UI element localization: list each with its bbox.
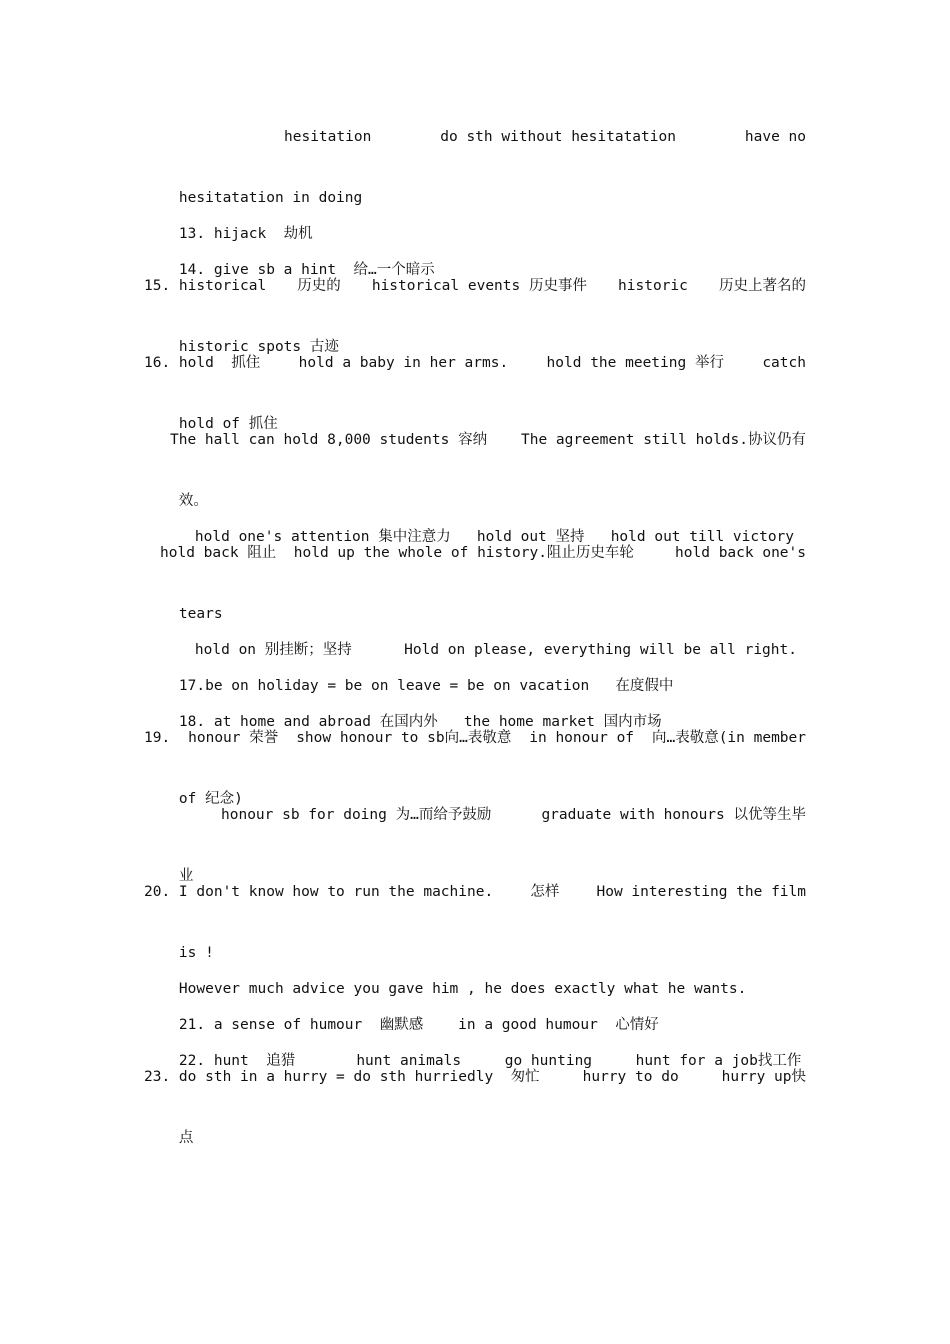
text-line bbox=[144, 1108, 806, 1168]
text-line bbox=[144, 1067, 806, 1087]
text-segment: However much advice you gave him , he does exactly what he wants. bbox=[178, 981, 747, 997]
text-segment: 怎样 bbox=[530, 884, 560, 900]
text-segment: The hall can hold 8,000 students 容纳 bbox=[170, 432, 488, 448]
text-segment: catch bbox=[762, 355, 806, 371]
text-segment: hurry up快 bbox=[721, 1069, 806, 1085]
text-segment: 17.be on holiday = be on leave = be on vacation 在度假中 bbox=[178, 678, 674, 694]
text-line bbox=[160, 543, 806, 563]
text-segment: hurry to do bbox=[582, 1069, 679, 1085]
text-line bbox=[221, 805, 806, 825]
text-line bbox=[144, 353, 806, 373]
text-segment: do sth without hesitatation bbox=[440, 129, 676, 145]
text-segment: in honour of bbox=[529, 730, 635, 746]
text-segment: hold back 阻止 hold up the whole of history.阻止历史车轮 bbox=[160, 545, 634, 561]
text-segment: show honour to sb向…表敬意 bbox=[296, 730, 512, 746]
text-segment: honour sb for doing 为…而给予鼓励 bbox=[221, 807, 492, 823]
text-segment: honour 荣誉 bbox=[188, 730, 279, 746]
text-segment: graduate with honours 以优等生毕 bbox=[541, 807, 806, 823]
text-segment: 效。 bbox=[178, 493, 208, 509]
text-segment: hold back one's bbox=[675, 545, 806, 561]
text-segment: 22. hunt 追猎 hunt animals go hunting hunt for a job找工作 bbox=[178, 1053, 802, 1069]
text-segment: 14. give sb a hint 给…一个暗示 bbox=[178, 262, 435, 278]
text-segment: have no bbox=[744, 129, 806, 145]
text-segment: 19. bbox=[144, 730, 171, 746]
text-segment: 15. historical bbox=[144, 278, 267, 294]
text-line bbox=[284, 127, 806, 147]
text-segment: is ! bbox=[178, 945, 214, 961]
text-line bbox=[144, 728, 806, 748]
text-segment: 16. hold 抓住 bbox=[144, 355, 261, 371]
text-segment: hesitatation in doing bbox=[178, 190, 363, 206]
text-segment: 点 bbox=[178, 1130, 194, 1146]
text-segment: hold a baby in her arms. bbox=[298, 355, 509, 371]
text-segment: hold one's attention 集中注意力 hold out 坚持 hold out till victory bbox=[194, 529, 795, 545]
text-segment: 历史上著名的 bbox=[718, 278, 806, 294]
text-segment: hold of 抓住 bbox=[178, 416, 278, 432]
text-segment: historical events 历史事件 bbox=[371, 278, 587, 294]
text-segment: The agreement still holds.协议仍有 bbox=[521, 432, 806, 448]
text-segment: historic spots 古迹 bbox=[178, 339, 339, 355]
text-segment: 21. a sense of humour 幽默感 in a good humour 心情好 bbox=[178, 1017, 659, 1033]
text-line bbox=[144, 276, 806, 296]
text-segment: 23. do sth in a hurry = do sth hurriedly 匆忙 bbox=[144, 1069, 540, 1085]
text-line bbox=[170, 430, 806, 450]
text-line bbox=[144, 882, 806, 902]
text-segment: hesitation bbox=[284, 129, 372, 145]
text-segment: of 纪念) bbox=[178, 791, 243, 807]
text-segment: 历史的 bbox=[297, 278, 341, 294]
text-segment: hold the meeting 举行 bbox=[546, 355, 724, 371]
text-segment: historic bbox=[618, 278, 688, 294]
text-segment: How interesting the film bbox=[596, 884, 806, 900]
text-segment: 18. at home and abroad 在国内外 the home market 国内市场 bbox=[178, 714, 662, 730]
text-segment: tears bbox=[178, 606, 223, 622]
text-segment: 向…表敬意(in member bbox=[651, 730, 806, 746]
text-segment: hold on 别挂断；坚持 Hold on please, everything will be all right. bbox=[194, 642, 797, 658]
text-segment: 20. I don't know how to run the machine. bbox=[144, 884, 494, 900]
text-segment: 业 bbox=[178, 868, 194, 884]
text-segment: 13. hijack 劫机 bbox=[178, 226, 313, 242]
